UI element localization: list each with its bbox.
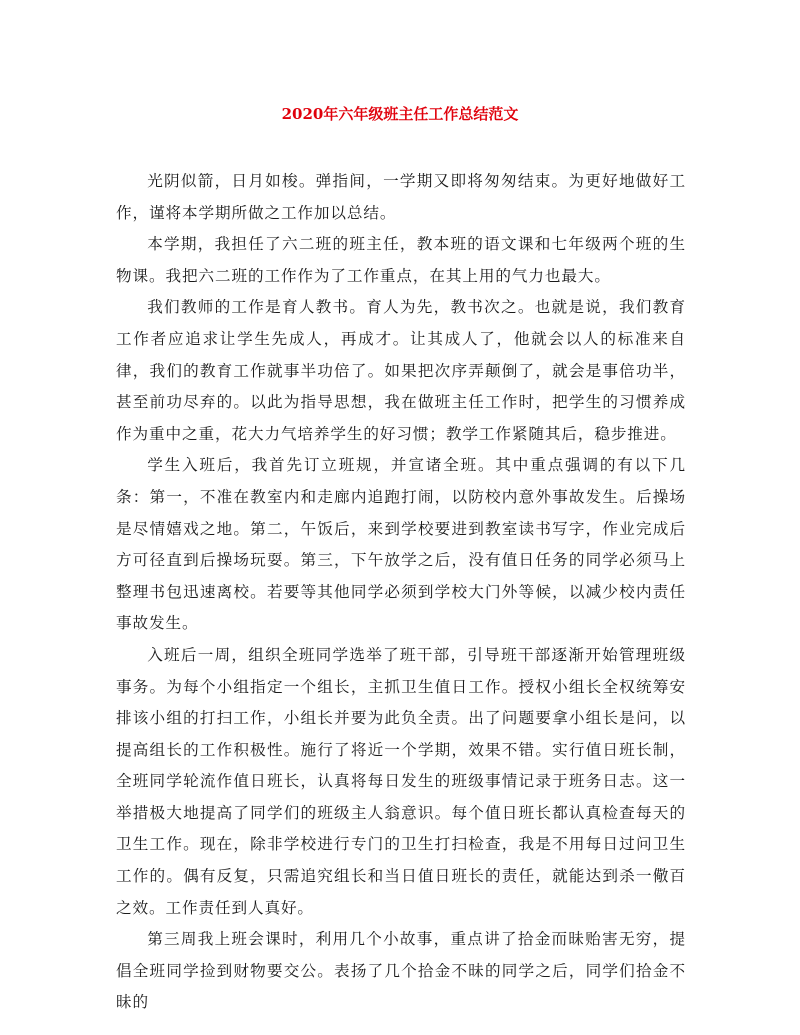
document-body [116, 166, 686, 1019]
paragraph: 入班后一周，组织全班同学选举了班干部，引导班干部逐渐开始管理班级事务。为每个小组指定一个组长，主抓卫生值日工作。授权小组长全权统筹安排该小组的打扫工作，小组长并要为此负全责。出了问题要拿小组长是问，以提高组长的工作积极性。施行了将近一个学期，效果不错。实行值日班长制，全班同学轮流作值日班长，认真将每日发生的班级事情记录于班务日志。这一举措极大地提高了同学们的班级主人翁意识。每个值日班长都认真检查每天的卫生工作。现在，除非学校进行专门的卫生打扫检查，我是不用每日过问卫生工作的。偶有反复，只需追究组长和当日值日班长的责任，就能达到杀一儆百之效。工作责任到人真好。 [116, 645, 686, 917]
paragraph: 本学期，我担任了六二班的班主任，教本班的语文课和七年级两个班的生物课。我把六二班的工作作为了工作重点，在其上用的气力也最大。 [116, 235, 686, 285]
paragraph: 光阴似箭，日月如梭。弹指间，一学期又即将匆匆结束。为更好地做好工作，谨将本学期所做之工作加以总结。 [116, 172, 686, 222]
paragraph: 我们教师的工作是育人教书。育人为先，教书次之。也就是说，我们教育工作者应追求让学生先成人，再成才。让其成人了，他就会以人的标准来自律，我们的教育工作就事半功倍了。如果把次序弄颠倒了，就会是事倍功半，甚至前功尽弃的。以此为指导思想，我在做班主任工作时，把学生的习惯养成作为重中之重，花大力气培养学生的好习惯；教学工作紧随其后，稳步推进。 [116, 298, 686, 443]
document-title: 2020年六年级班主任工作总结范文 [281, 105, 519, 123]
paragraph: 学生入班后，我首先订立班规，并宣诸全班。其中重点强调的有以下几条：第一，不准在教室内和走廊内追跑打闹，以防校内意外事故发生。后操场是尽情嬉戏之地。第二，午饭后，来到学校要进到教室读书写字，作业完成后方可径直到后操场玩耍。第三，下午放学之后，没有值日任务的同学必须马上整理书包迅速离校。若要等其他同学必须到学校大门外等候，以减少校内责任事故发生。 [116, 456, 686, 633]
paragraph: 第三周我上班会课时，利用几个小故事，重点讲了拾金而昧贻害无穷，提倡全班同学捡到财物要交公。表扬了几个拾金不昧的同学之后，同学们拾金不昧的 [116, 930, 686, 1012]
